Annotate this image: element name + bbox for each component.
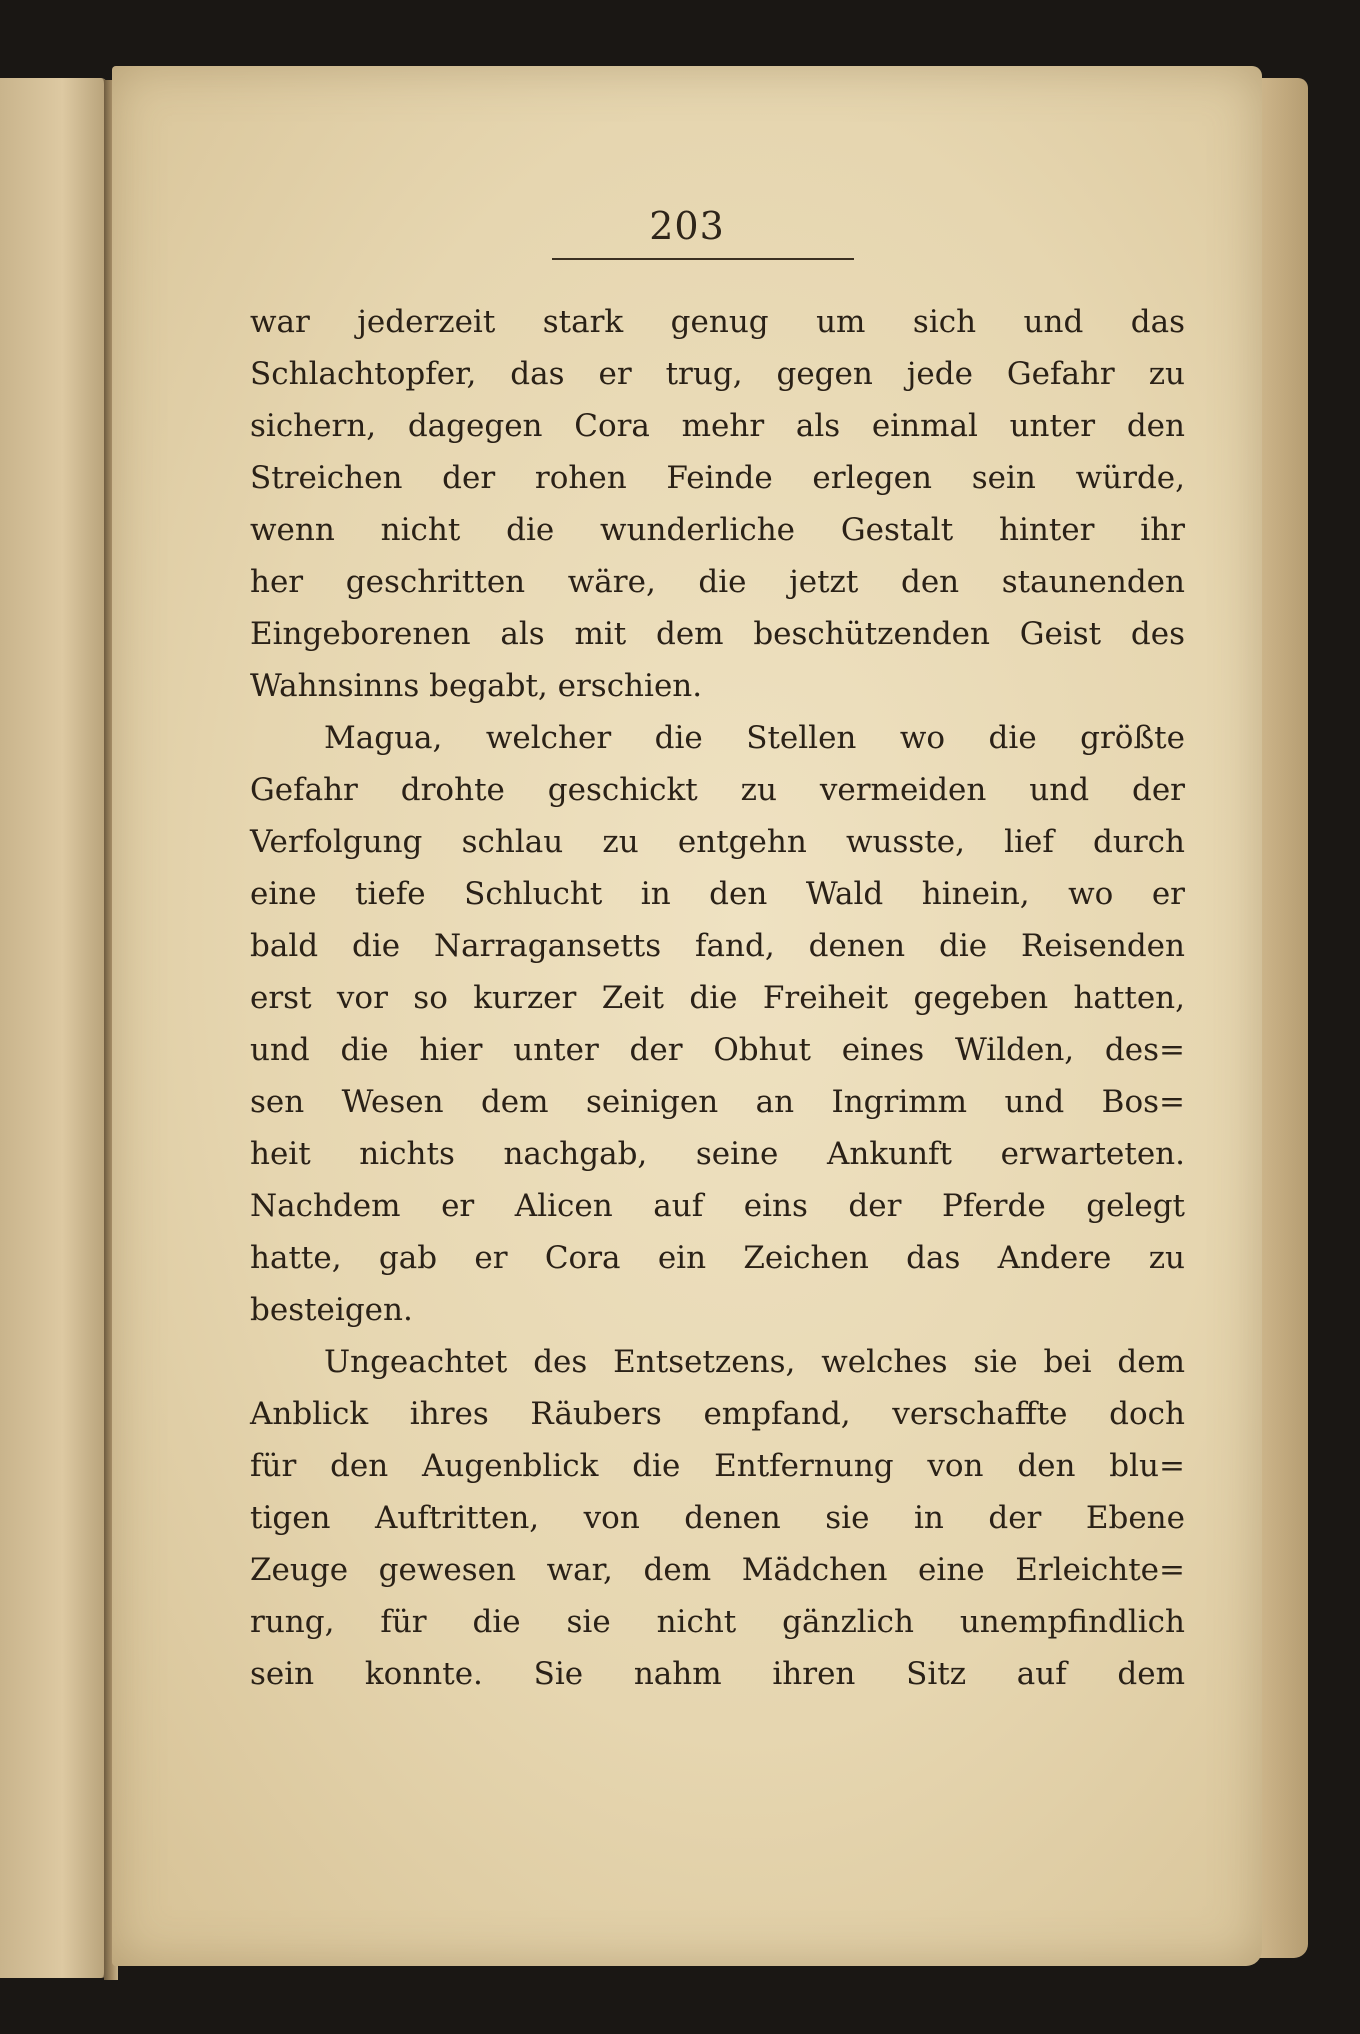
page-number: 203 xyxy=(649,204,725,248)
text-line: heit nichts nachgab, seine Ankunft erwarteten. xyxy=(250,1136,1185,1172)
text-line: Wahnsinns begabt, erschien. xyxy=(250,668,703,704)
text-line: rung, für die sie nicht gänzlich unempfindlich xyxy=(250,1604,1185,1640)
page-text xyxy=(250,296,1185,1700)
text-line: Schlachtopfer, das er trug, gegen jede Gefahr zu xyxy=(250,356,1185,392)
text-line: Anblick ihres Räubers empfand, verschaffte doch xyxy=(250,1396,1185,1432)
text-line: Zeuge gewesen war, dem Mädchen eine Erleichte= xyxy=(250,1552,1185,1588)
header-rule xyxy=(552,258,854,260)
text-line: besteigen. xyxy=(250,1292,413,1328)
text-line: war jederzeit stark genug um sich und das xyxy=(250,304,1185,340)
text-line: für den Augenblick die Entfernung von den blu= xyxy=(250,1448,1185,1484)
text-line: hatte, gab er Cora ein Zeichen das Andere zu xyxy=(250,1240,1185,1276)
book-page xyxy=(112,66,1262,1966)
left-page-edge xyxy=(0,78,107,1978)
text-line: Gefahr drohte geschickt zu vermeiden und der xyxy=(250,772,1185,808)
text-line: erst vor so kurzer Zeit die Freiheit gegeben hatten, xyxy=(250,980,1185,1016)
text-line: Verfolgung schlau zu entgehn wusste, lief durch xyxy=(250,824,1185,860)
text-line: sen Wesen dem seinigen an Ingrimm und Bos= xyxy=(250,1084,1185,1120)
text-line: Ungeachtet des Entsetzens, welches sie bei dem xyxy=(324,1344,1185,1380)
text-line: sichern, dagegen Cora mehr als einmal unter den xyxy=(250,408,1185,444)
text-line: wenn nicht die wunderliche Gestalt hinter ihr xyxy=(250,512,1185,548)
text-line: Magua, welcher die Stellen wo die größte xyxy=(324,720,1185,756)
text-line: Streichen der rohen Feinde erlegen sein würde, xyxy=(250,460,1185,496)
text-line: Eingeborenen als mit dem beschützenden Geist des xyxy=(250,616,1185,652)
text-line: sein konnte. Sie nahm ihren Sitz auf dem xyxy=(250,1656,1185,1692)
text-line: und die hier unter der Obhut eines Wilden, des= xyxy=(250,1032,1185,1068)
text-line: her geschritten wäre, die jetzt den staunenden xyxy=(250,564,1185,600)
text-line: bald die Narragansetts fand, denen die Reisenden xyxy=(250,928,1185,964)
text-line: tigen Auftritten, von denen sie in der Ebene xyxy=(250,1500,1185,1536)
text-line: Nachdem er Alicen auf eins der Pferde gelegt xyxy=(250,1188,1185,1224)
text-line: eine tiefe Schlucht in den Wald hinein, wo er xyxy=(250,876,1185,912)
